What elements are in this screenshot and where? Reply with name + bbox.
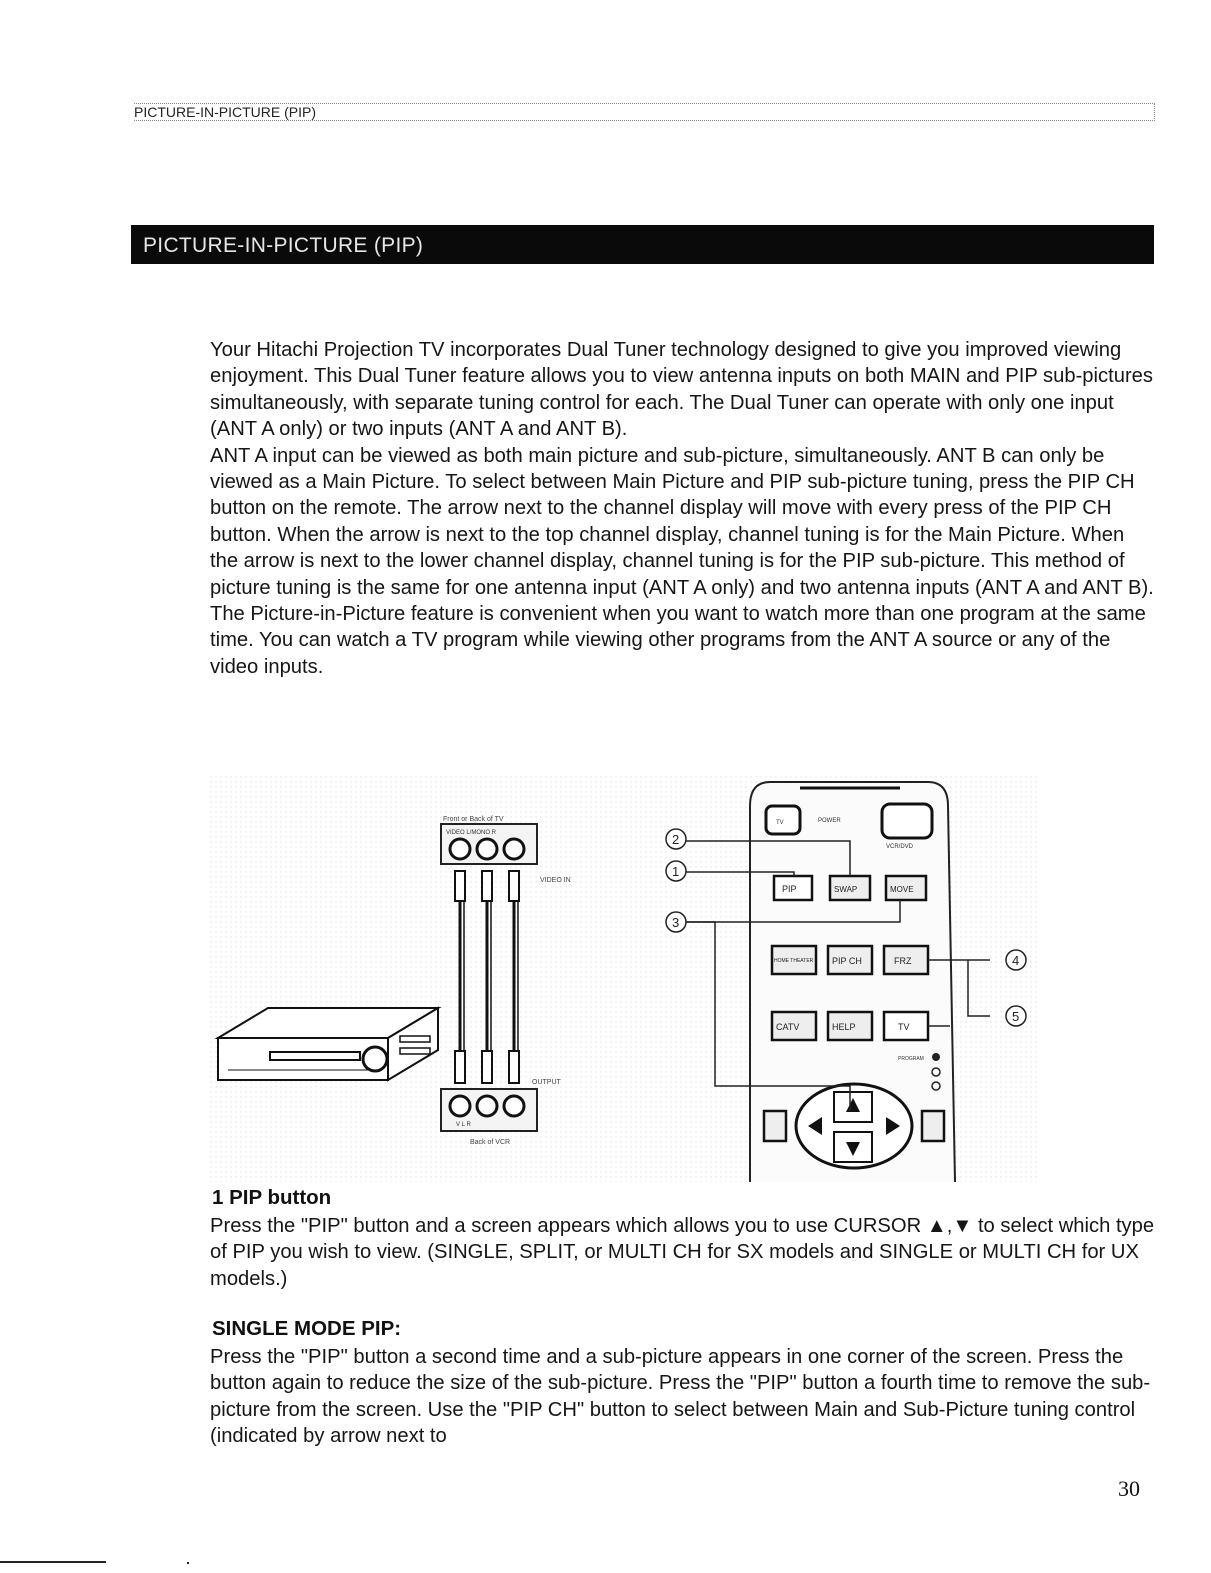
vcr-panel-label: Back of VCR — [470, 1139, 511, 1146]
pip-button-heading: 1 PIP button — [212, 1186, 332, 1209]
remote-label-swap: SWAP — [834, 885, 858, 894]
callout-4: 4 — [1012, 953, 1020, 968]
remote-label-vcr: VCR/DVD — [886, 844, 914, 850]
tv-panel-label: Front or Back of TV — [443, 816, 504, 823]
connection-diagram — [210, 776, 1038, 1182]
output-label: OUTPUT — [532, 1079, 561, 1086]
remote-label-help: HELP — [832, 1022, 856, 1032]
page-number: 30 — [1118, 1476, 1140, 1501]
remote-label-catv: CATV — [776, 1022, 800, 1032]
callout-3: 3 — [672, 915, 680, 930]
section-title-bar — [131, 225, 1154, 264]
video-in-label: VIDEO IN — [540, 877, 571, 884]
remote-label-home-theater: HOME THEATER — [774, 958, 814, 964]
remote-label-tv: TV — [898, 1022, 910, 1032]
single-mode-heading: SINGLE MODE PIP: — [212, 1317, 402, 1340]
callout-1: 1 — [672, 864, 680, 879]
footer-mark — [187, 1562, 189, 1564]
remote-label-pip-ch: PIP CH — [832, 956, 862, 966]
intro-paragraph-1: Your Hitachi Projection TV incorporates Dual Tuner technology designed to give you improved viewing enjoyment. This Dual Tuner feature allows you to view antenna inputs on both MAIN and PIP sub-pictures simultaneously, with separate tuning control for each. The Dual Tuner can operate with only one input (ANT A only) or two inputs (ANT A and ANT B). — [210, 339, 1153, 441]
remote-illustration — [750, 782, 955, 1182]
intro-paragraph-2: ANT A input can be viewed as both main picture and sub-picture, simultaneously. ANT B can only be viewed as a Main Picture. To select between Main Picture and PIP sub-picture tuning, press the PIP CH button on the remote. The arrow next to the channel display will move with every press of the PIP CH button. When the arrow is next to the top channel display, channel tuning is for the Main Picture. When the arrow is next to the lower channel display, channel tuning is for the PIP sub-picture. This method of picture tuning is the same for one antenna input (ANT A only) and two antenna inputs (ANT A and ANT B). — [210, 444, 1154, 599]
vcr-illustration — [218, 1008, 438, 1080]
remote-label-move: MOVE — [890, 885, 914, 894]
single-mode-paragraph: Press the "PIP" button a second time and a sub-picture appears in one corner of the screen. Press the button again to reduce the size of the sub-picture. Press the "PIP" button a fourth time to remove the sub-picture from the screen. Use the "PIP CH" button to select between Main and Sub-Picture tuning control (indicated by arrow next to — [210, 1346, 1151, 1448]
remote-label-pip: PIP — [782, 884, 797, 894]
pip-button-paragraph: Press the "PIP" button and a screen appears which allows you to use CURSOR ▲,▼ to select which type of PIP you wish to view. (SINGLE, SPLIT, or MULTI CH for SX models and SINGLE or MULTI CH for UX models.) — [210, 1215, 1155, 1290]
pip-button-text — [210, 1213, 1155, 1292]
callout-5: 5 — [1012, 1009, 1020, 1024]
remote-label-frz: FRZ — [894, 956, 912, 966]
running-header — [134, 103, 1155, 121]
single-mode-text — [210, 1344, 1155, 1450]
remote-label-tv-top: TV — [776, 820, 784, 826]
intro-paragraph-3: The Picture-in-Picture feature is convenient when you want to watch more than one program at the same time. You can watch a TV program while viewing other programs from the ANT A source or any of the video inputs. — [210, 603, 1146, 678]
callout-2: 2 — [672, 832, 680, 847]
section-title: PICTURE-IN-PICTURE (PIP) — [143, 234, 424, 257]
remote-power-label: POWER — [818, 818, 841, 824]
remote-label-program: PROGRAM — [898, 1056, 924, 1062]
running-header-title: PICTURE-IN-PICTURE (PIP) — [134, 104, 320, 120]
vcr-jack-labels: V L R — [456, 1122, 471, 1128]
intro-text — [210, 337, 1155, 680]
tv-jack-labels: VIDEO L/MONO R — [446, 830, 497, 836]
footer-rule — [0, 1561, 106, 1563]
